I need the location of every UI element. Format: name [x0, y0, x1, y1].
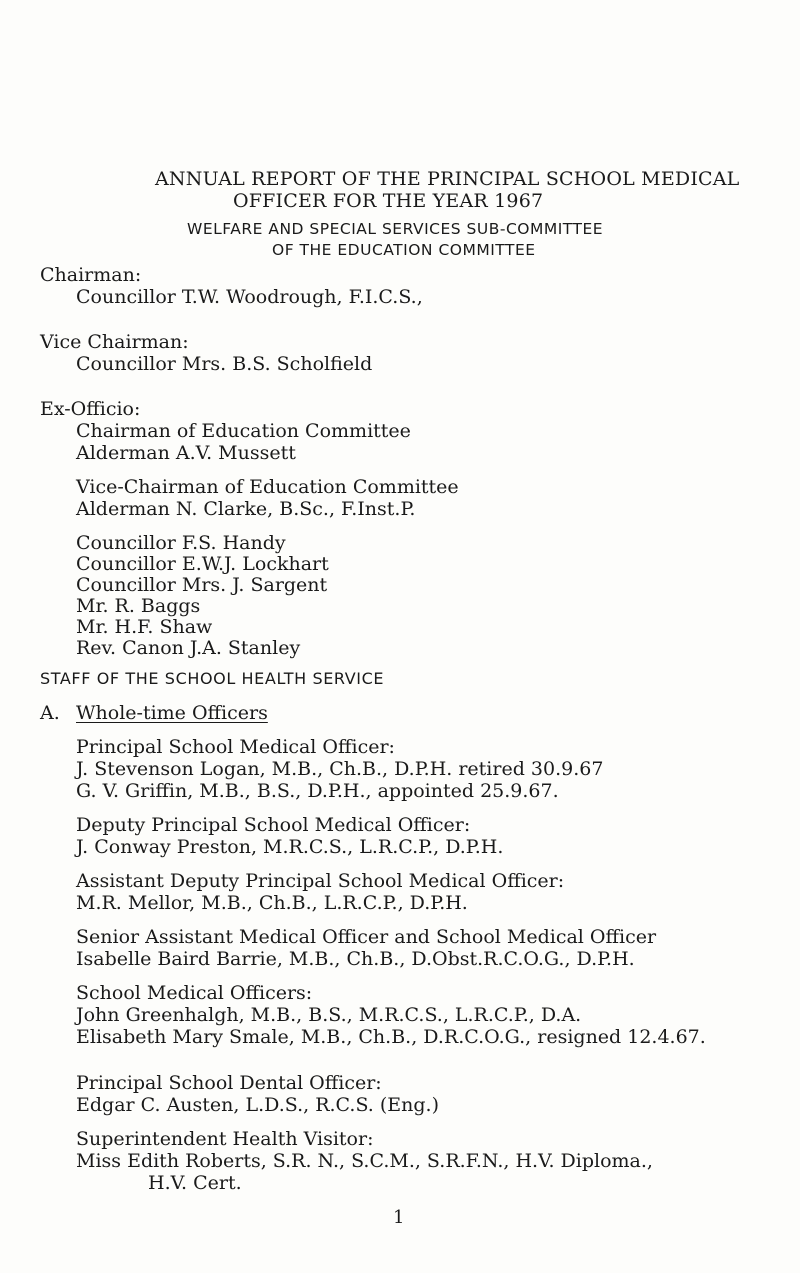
smo-line1: John Greenhalgh, M.B., B.S., M.R.C.S., L.R.C.P., D.A. — [76, 1004, 582, 1026]
subcommittee-line1: WELFARE AND SPECIAL SERVICES SUB-COMMITTEE — [187, 220, 604, 238]
staff-heading: STAFF OF THE SCHOOL HEALTH SERVICE — [40, 669, 385, 688]
subcommittee-line2: OF THE EDUCATION COMMITTEE — [272, 241, 536, 259]
dental-officer-name: Edgar C. Austen, L.D.S., R.C.S. (Eng.) — [76, 1094, 439, 1116]
health-visitor-label: Superintendent Health Visitor: — [76, 1128, 374, 1150]
report-title-line1: ANNUAL REPORT OF THE PRINCIPAL SCHOOL MEDICAL — [155, 168, 740, 190]
committee-member: Mr. H.F. Shaw — [76, 616, 213, 638]
ex-officio-label: Ex-Officio: — [40, 398, 141, 420]
deputy-label: Deputy Principal School Medical Officer: — [76, 814, 471, 836]
chairman-label: Chairman: — [40, 264, 142, 286]
psmo-label: Principal School Medical Officer: — [76, 736, 395, 758]
senior-officer-label: Senior Assistant Medical Officer and School Medical Officer — [76, 926, 657, 948]
section-letter: A. — [40, 702, 60, 724]
dental-officer-label: Principal School Dental Officer: — [76, 1072, 382, 1094]
vice-ex-officio-name: Alderman N. Clarke, B.Sc., F.Inst.P. — [76, 498, 416, 520]
vice-chairman-name: Councillor Mrs. B.S. Scholfield — [76, 353, 373, 375]
page-number: 1 — [393, 1207, 405, 1228]
report-title-line2: OFFICER FOR THE YEAR 1967 — [233, 190, 544, 212]
psmo-line1: J. Stevenson Logan, M.B., Ch.B., D.P.H. retired 30.9.67 — [76, 758, 604, 780]
chairman-name: Councillor T.W. Woodrough, F.I.C.S., — [76, 286, 423, 308]
deputy-name: J. Conway Preston, M.R.C.S., L.R.C.P., D.P.H. — [76, 836, 504, 858]
psmo-line2: G. V. Griffin, M.B., B.S., D.P.H., appointed 25.9.67. — [76, 780, 559, 802]
ex-officio-name: Alderman A.V. Mussett — [76, 442, 296, 464]
health-visitor-line2: H.V. Cert. — [148, 1172, 242, 1194]
ex-officio-role: Chairman of Education Committee — [76, 420, 411, 442]
assistant-deputy-label: Assistant Deputy Principal School Medical Officer: — [76, 870, 565, 892]
smo-line2: Elisabeth Mary Smale, M.B., Ch.B., D.R.C.O.G., resigned 12.4.67. — [76, 1026, 706, 1048]
committee-member: Mr. R. Baggs — [76, 595, 201, 617]
committee-member: Rev. Canon J.A. Stanley — [76, 637, 301, 659]
vice-chairman-label: Vice Chairman: — [40, 331, 189, 353]
vice-ex-officio-role: Vice-Chairman of Education Committee — [76, 476, 459, 498]
committee-member: Councillor F.S. Handy — [76, 532, 286, 554]
assistant-deputy-name: M.R. Mellor, M.B., Ch.B., L.R.C.P., D.P.H. — [76, 892, 468, 914]
section-title: Whole-time Officers — [76, 702, 268, 724]
committee-member: Councillor E.W.J. Lockhart — [76, 553, 329, 575]
health-visitor-line1: Miss Edith Roberts, S.R. N., S.C.M., S.R.F.N., H.V. Diploma., — [76, 1150, 653, 1172]
committee-member: Councillor Mrs. J. Sargent — [76, 574, 328, 596]
senior-officer-name: Isabelle Baird Barrie, M.B., Ch.B., D.Obst.R.C.O.G., D.P.H. — [76, 948, 635, 970]
smo-label: School Medical Officers: — [76, 982, 313, 1004]
